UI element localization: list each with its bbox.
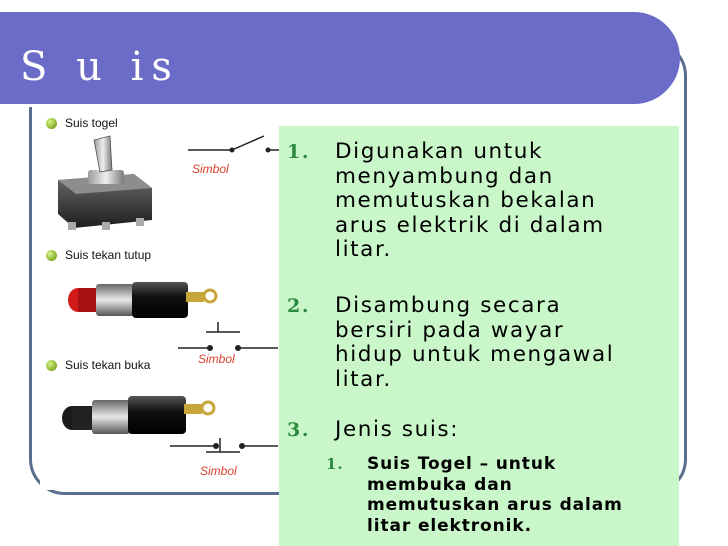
point-number: 2. — [287, 295, 311, 317]
point-line: memutuskan bekalan — [335, 188, 597, 213]
content-box — [279, 126, 679, 546]
switch-label-togel — [46, 116, 118, 130]
switch-label-tekan-tutup — [46, 248, 151, 262]
point-number: 1. — [287, 141, 311, 163]
title-bar — [0, 12, 680, 104]
bullet-icon — [46, 250, 57, 261]
push-to-make-symbol-icon — [178, 316, 278, 356]
sub-point-line: litar elektronik. — [367, 515, 532, 536]
switch-label-text: Suis tekan tutup — [65, 248, 152, 262]
point-line: Disambung secara — [335, 293, 562, 318]
sub-point-line: Suis Togel – untuk — [367, 454, 557, 474]
point-line: arus elektrik di dalam — [335, 212, 605, 238]
sub-point-number: 1. — [326, 455, 344, 473]
point-text — [335, 140, 675, 263]
switch-label-text: Suis tekan buka — [65, 358, 151, 372]
point-line: litar. — [335, 237, 392, 262]
symbol-caption: Simbol — [198, 352, 235, 366]
switch-label-text: Suis togel — [65, 116, 118, 130]
bullet-icon — [46, 360, 57, 371]
symbol-caption: Simbol — [200, 464, 237, 478]
point-line: Jenis suis: — [335, 417, 460, 442]
point-number: 3. — [287, 419, 311, 441]
point-line: Digunakan untuk — [335, 139, 544, 164]
point-line: bersiri pada wayar — [335, 317, 565, 343]
switch-label-tekan-buka — [46, 358, 150, 372]
switch-illustration-panel — [40, 110, 277, 490]
symbol-caption: Simbol — [192, 162, 229, 176]
bullet-icon — [46, 118, 57, 129]
title-underline — [26, 104, 644, 107]
point-line: litar. — [335, 366, 392, 392]
toggle-switch-image — [50, 130, 160, 232]
slide-title: S u is — [20, 44, 180, 90]
toggle-symbol-icon — [188, 130, 280, 160]
point-line: menyambung dan — [335, 163, 554, 189]
push-to-break-symbol-icon — [170, 430, 278, 460]
sub-point-line: memutuskan arus dalam — [367, 495, 623, 515]
sub-point-line: membuka dan — [367, 474, 513, 495]
point-text — [335, 418, 675, 443]
point-line: hidup untuk mengawal — [335, 342, 615, 367]
sub-point-text — [367, 454, 667, 536]
point-text — [335, 294, 675, 392]
